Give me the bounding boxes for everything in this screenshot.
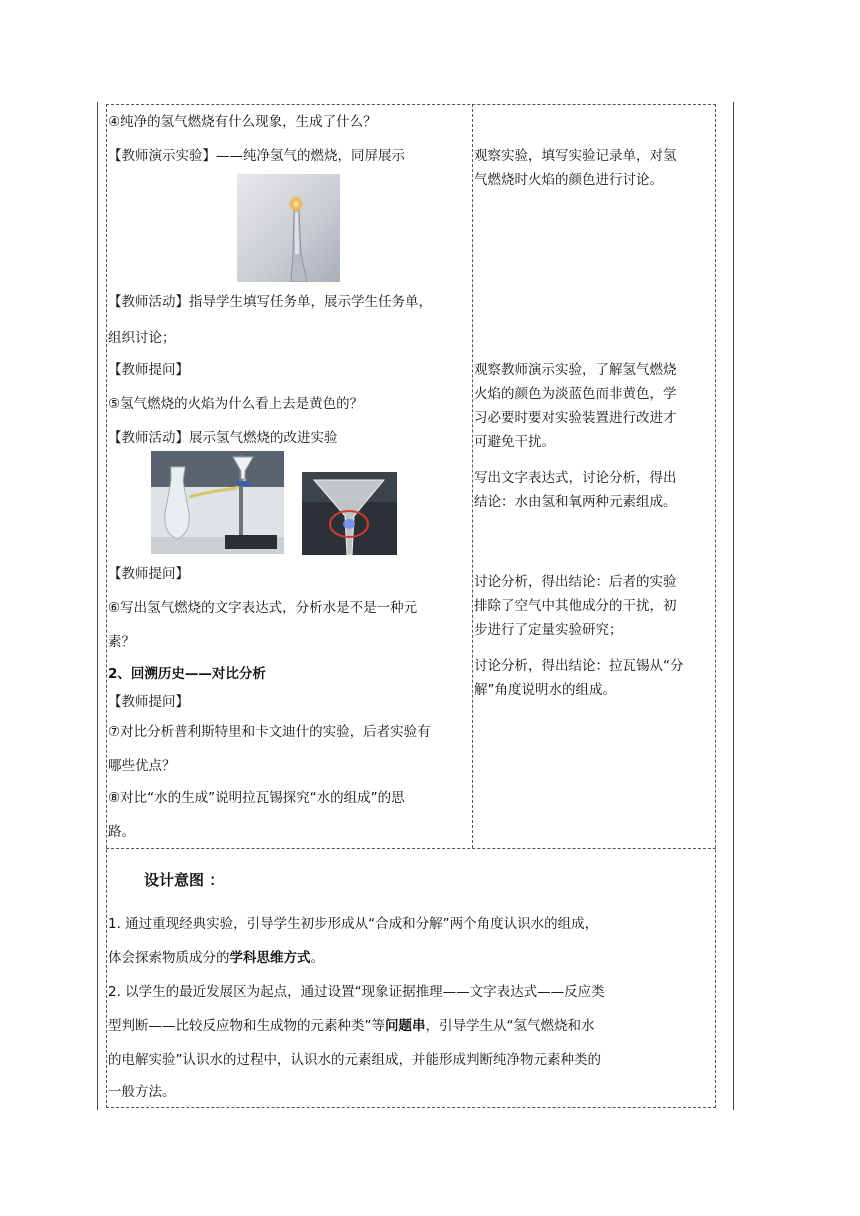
funnel-flame-photo [302, 472, 397, 555]
design-point-2-line2: 型判断——比较反应物和生成物的元素种类”等问题串，引导学生从“氢气燃烧和水 [108, 1018, 595, 1034]
column-divider [472, 104, 473, 848]
student-response-4-line1: 讨论分析，得出结论：后者的实验 [474, 574, 677, 590]
student-response-1-line1: 观察实验，填写实验记录单，对氢 [474, 148, 677, 164]
question-8-line2: 路。 [108, 824, 135, 840]
teacher-ask-2: 【教师提问】 [108, 566, 189, 582]
question-6-line1: ⑥写出氢气燃烧的文字表达式，分析水是不是一种元 [108, 600, 418, 616]
question-5: ⑤氢气燃烧的火焰为什么看上去是黄色的？ [108, 396, 364, 412]
student-response-2-line1: 观察教师演示实验，了解氢气燃烧 [474, 362, 677, 378]
outer-right-border [733, 102, 734, 1110]
question-8-line1: ⑧对比“水的生成”说明拉瓦锡探究“水的组成”的思 [108, 790, 405, 806]
student-response-5-line2: 解”角度说明水的组成。 [474, 682, 616, 698]
design-point-1-emphasis: 学科思维方式 [229, 950, 311, 966]
teacher-ask-1: 【教师提问】 [108, 362, 189, 378]
student-response-2-line4: 可避免干扰。 [474, 434, 555, 450]
design-point-2-line1: 2. 以学生的最近发展区为起点，通过设置“现象证据推理——文字表达式——反应类 [108, 984, 605, 1000]
section-2-heading: 2、回溯历史——对比分析 [108, 666, 266, 682]
question-7-line2: 哪些优点？ [108, 758, 176, 774]
design-point-1-line2: 体会探索物质成分的学科思维方式。 [108, 950, 324, 966]
outer-left-border [97, 102, 98, 1110]
design-point-2-line4: 一般方法。 [108, 1084, 176, 1100]
student-response-4-line3: 步进行了定量实验研究； [474, 622, 623, 638]
row-divider [106, 848, 716, 849]
improved-apparatus-photo [151, 451, 284, 554]
teacher-ask-3: 【教师提问】 [108, 694, 189, 710]
student-response-3-line2: 结论：水由氢和氧两种元素组成。 [474, 494, 677, 510]
question-6-line2: 素？ [108, 634, 135, 650]
teacher-demo-line: 【教师演示实验】——纯净氢气的燃烧，同屏展示 [108, 148, 405, 164]
student-response-2-line3: 习必要时要对实验装置进行改进才 [474, 410, 677, 426]
design-intent-heading: 设计意图 ： [144, 871, 225, 889]
question-4: ④纯净的氢气燃烧有什么现象，生成了什么？ [108, 114, 377, 130]
teacher-activity-2: 【教师活动】展示氢气燃烧的改进实验 [108, 430, 338, 446]
student-response-3-line1: 写出文字表达式，讨论分析，得出 [474, 470, 677, 486]
teacher-activity-1-line2: 组织讨论； [108, 330, 176, 346]
student-response-2-line2: 火焰的颜色为淡蓝色而非黄色，学 [474, 386, 677, 402]
design-point-1-line1: 1. 通过重现经典实验，引导学生初步形成从“合成和分解”两个角度认识水的组成， [108, 916, 599, 932]
student-response-4-line2: 排除了空气中其他成分的干扰，初 [474, 598, 677, 614]
teacher-activity-1-line1: 【教师活动】指导学生填写任务单，展示学生任务单， [108, 294, 432, 310]
design-point-2-emphasis: 问题串 [385, 1018, 426, 1034]
hydrogen-flame-photo [237, 174, 340, 282]
question-7-line1: ⑦对比分析普利斯特里和卡文迪什的实验，后者实验有 [108, 724, 431, 740]
student-response-1-line2: 气燃烧时火焰的颜色进行讨论。 [474, 172, 663, 188]
design-point-2-line3: 的电解实验”认识水的过程中，认识水的元素组成，并能形成判断纯净物元素种类的 [108, 1052, 601, 1068]
student-response-5-line1: 讨论分析，得出结论：拉瓦锡从“分 [474, 658, 684, 674]
